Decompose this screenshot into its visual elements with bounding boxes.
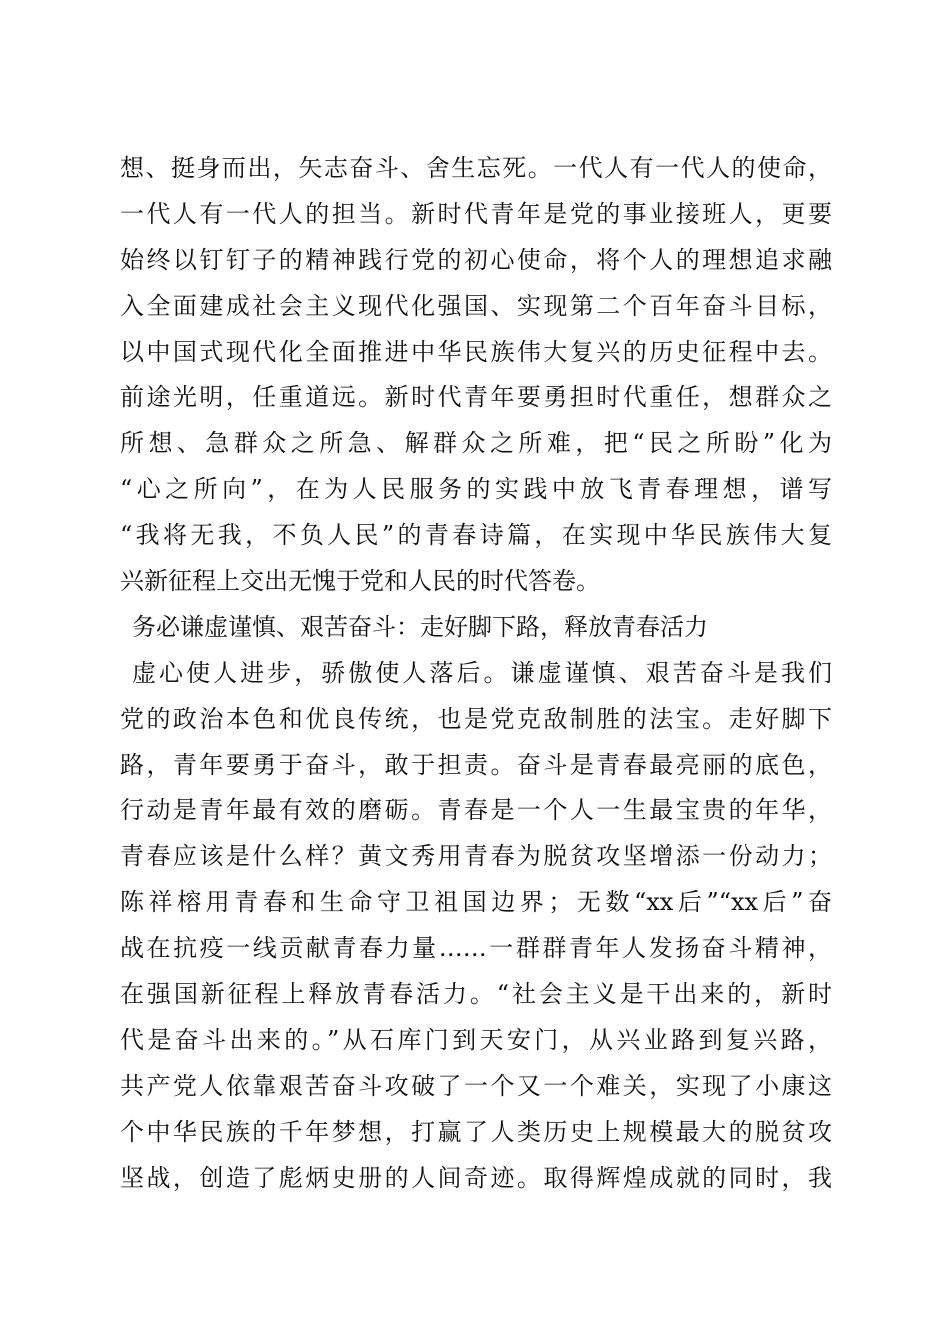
paragraph-line: 在强国新征程上释放青春活力。“社会主义是干出来的，新时	[120, 980, 832, 1009]
document-body	[120, 146, 832, 1201]
paragraph-line: “心之所向”，在为人民服务的实践中放飞青春理想，谱写	[120, 475, 832, 504]
paragraph-line: 想、挺身而出，矢志奋斗、舍生忘死。一代人有一代人的使命，	[120, 154, 832, 182]
paragraph-line: 路，青年要勇于奋斗，敢于担责。奋斗是青春最亮丽的底色，	[120, 750, 832, 779]
paragraph-line: 始终以钉钉子的精神践行党的初心使命，将个人的理想追求融	[120, 245, 832, 274]
paragraph-line: 虚心使人进步，骄傲使人落后。谦虚谨慎、艰苦奋斗是我们	[132, 658, 832, 687]
paragraph-line: 所想、急群众之所急、解群众之所难，把“民之所盼”化为	[120, 429, 832, 458]
paragraph-line: 入全面建成社会主义现代化强国、实现第二个百年奋斗目标，	[120, 291, 832, 320]
paragraph-line: 党的政治本色和优良传统，也是党克敌制胜的法宝。走好脚下	[120, 704, 832, 733]
paragraph-line: 青春应该是什么样？黄文秀用青春为脱贫攻坚增添一份动力；	[120, 842, 832, 871]
paragraph-line: 共产党人依靠艰苦奋斗攻破了一个又一个难关，实现了小康这	[120, 1071, 832, 1100]
paragraph-line: 个中华民族的千年梦想，打赢了人类历史上规模最大的脱贫攻	[120, 1117, 832, 1146]
paragraph-line: 战在抗疫一线贡献青春力量……一群群青年人发扬奋斗精神，	[120, 934, 832, 963]
paragraph-line: 代是奋斗出来的。”从石库门到天安门，从兴业路到复兴路，	[120, 1025, 832, 1054]
paragraph-line: 兴新征程上交出无愧于党和人民的时代答卷。	[120, 567, 600, 596]
paragraph-2	[120, 651, 832, 1202]
paragraph-line: 坚战，创造了彪炳史册的人间奇迹。取得辉煌成就的同时，我	[120, 1163, 832, 1192]
paragraph-line: 以中国式现代化全面推进中华民族伟大复兴的历史征程中去。	[120, 337, 832, 366]
paragraph-line: 一代人有一代人的担当。新时代青年是党的事业接班人，更要	[120, 199, 832, 228]
section-heading: 务必谦虚谨慎、艰苦奋斗：走好脚下路，释放青春活力	[132, 612, 708, 641]
paragraph-line: 行动是青年最有效的磨砺。青春是一个人一生最宝贵的年华，	[120, 796, 832, 825]
paragraph-1	[120, 146, 832, 605]
paragraph-line: 陈祥榕用青春和生命守卫祖国边界；无数“xx后”“xx后”奋	[120, 888, 832, 917]
paragraph-line: “我将无我，不负人民”的青春诗篇，在实现中华民族伟大复	[120, 521, 832, 550]
paragraph-line: 前途光明，任重道远。新时代青年要勇担时代重任，想群众之	[120, 383, 832, 412]
